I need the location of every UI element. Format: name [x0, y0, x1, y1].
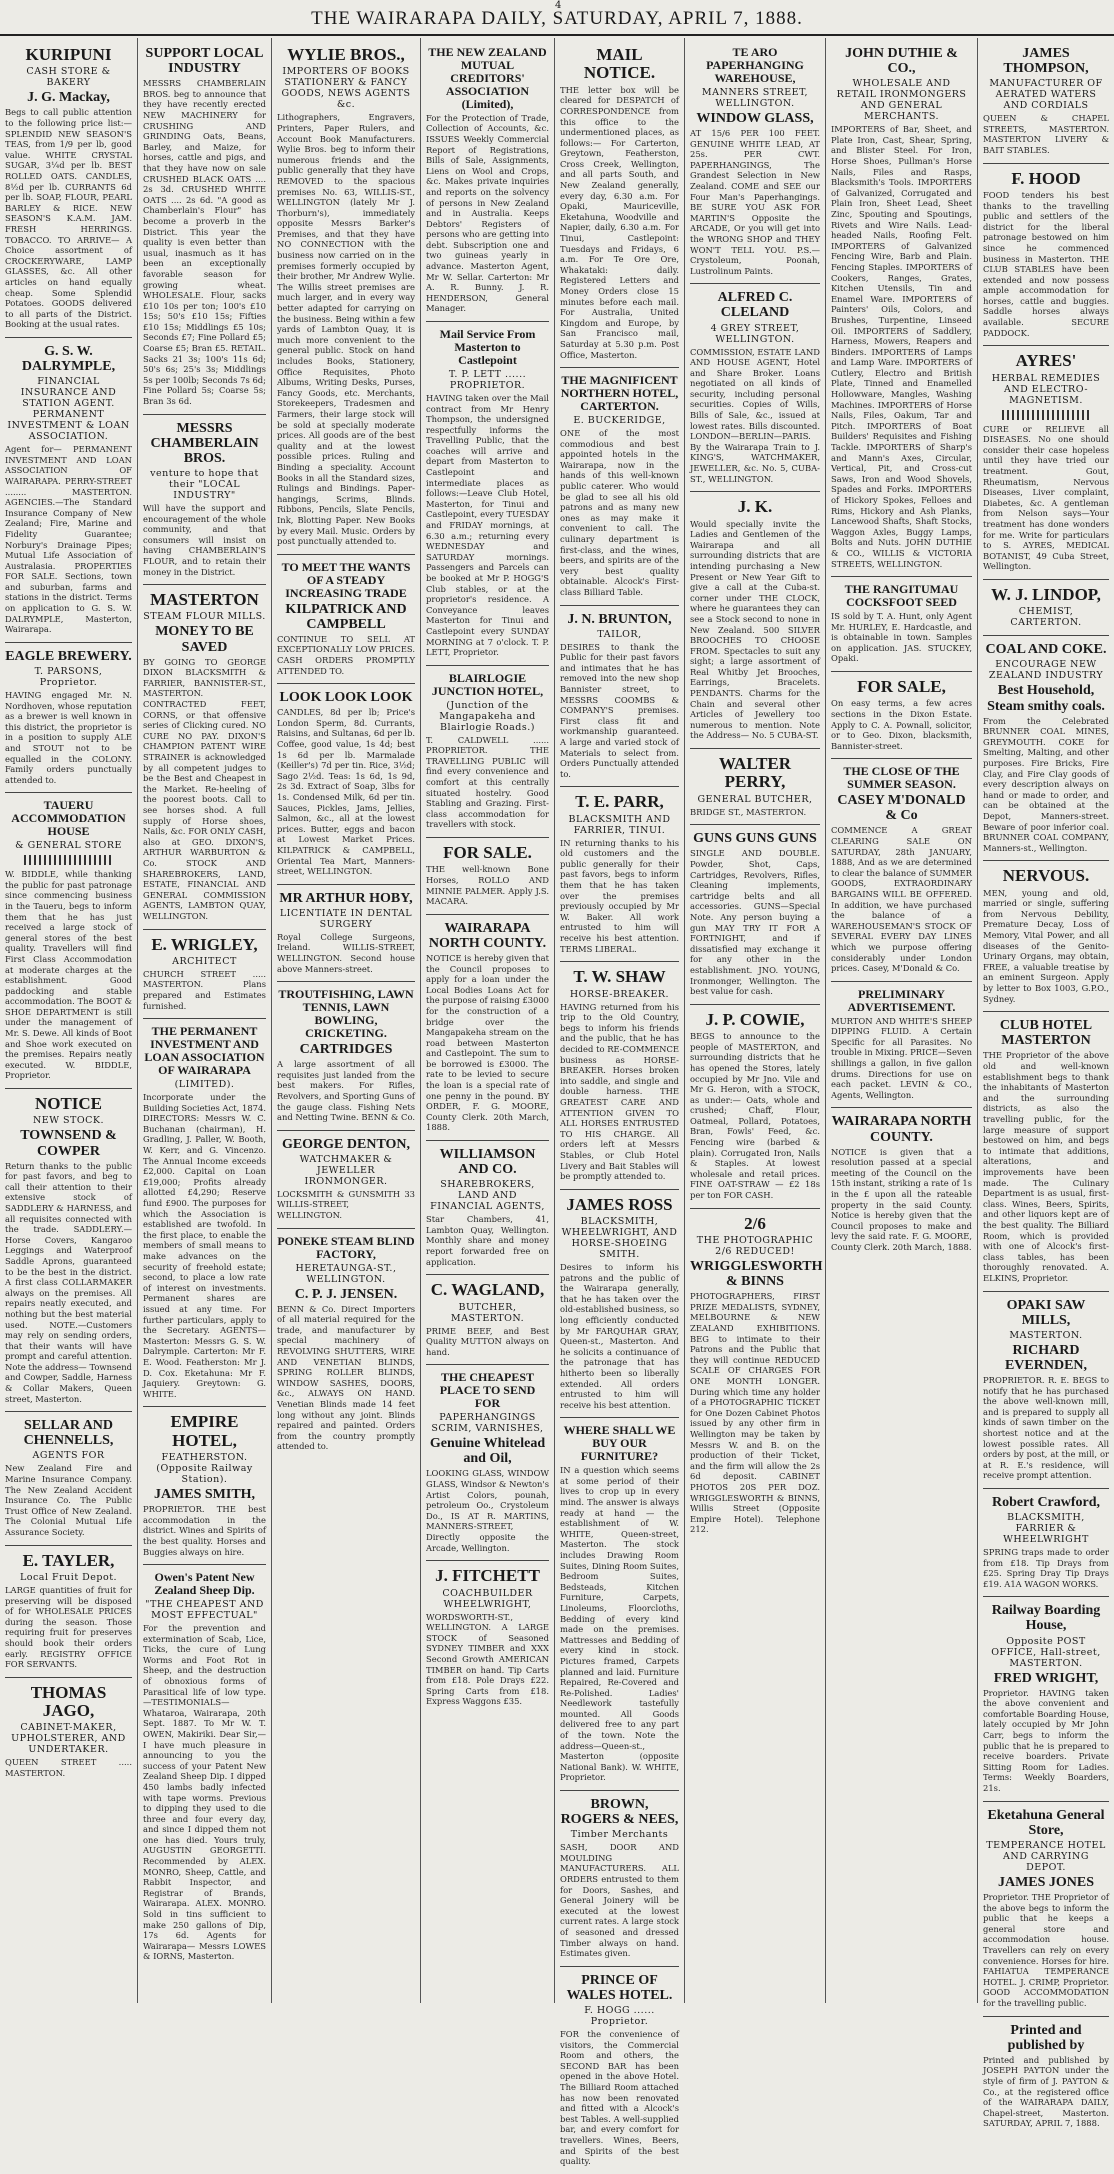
ad-body: Proprietor. THE Proprietor of the above begs to inform the public that he keeps a general store and accommodation house. Travellers can rely on every convenience. Horses for hire. FAHIATUA TEMPERANCE HOTEL. J. CRIMP, Proprietor. GOOD ACCOMMODATION for the travelling public. — [983, 1891, 1109, 2008]
advertisement — [983, 164, 1109, 347]
ad-body: New Zealand Fire and Marine Insurance Company. The New Zealand Accident Insurance Co. The Public Trust Office of New Zealand. The Colonial Mutual Life Assurance Society. — [5, 1463, 132, 1538]
ad-title: Owen's Patent New Zealand Sheep Dip. — [154, 1570, 255, 1598]
ad-body: For the Protection of Trade, Collection of Accounts, &c. ISSUES Weekly Commercial Report of Registrations, Bills of Sale, Assignments, Liens on Wool and Crops, &c. Makes private inquiries and reports on the solvency of persons in New Zealand and in Australia. Keeps Debtors' Registers of persons who are getting into debt. Subscription one and two guineas yearly in advance. Masterton Agent, Mr W. Sellar. Carterton: Mr A. R. Bunny. J. R. HENDERSON, General Manager. — [426, 112, 549, 314]
ad-body: BEGS to announce to the people of MASTERTON, and surrounding districts that he has opened the Stores, lately occupied by Mr Jno. Vile and Mr G. Heron, with a STOCK, as under:— Oats, whole and crushed; Chaff, Flour, Oatmeal, Pollard, Potatoes, Bran, Fowls' Feed, &c. Fencing wire (barbed & plain). Corrugated Iron, Nails & Staples. At lowest wholesale and retail prices. FINE OAT-STRAW — £2 18s per ton FOR CASH. — [690, 1031, 820, 1201]
ad-subtitle: CHEMIST, CARTERTON. — [1010, 606, 1082, 629]
ad-body: THE letter box will be cleared for DESPATCH of CORRESPONDENCE from this office to the undermentioned places, as follows:— For Carterton, Greytown, Featherston, Cross Creek, Wellington, and all parts South, and New Zealand generally, every day, 6.30 a.m. For Opaki, Mauriceville, Eketahuna, Woodville and Napier, daily, 6.30 a.m. For Tinui, Castlepoint: Tuesdays and Fridays, 6 a.m. For Te Ore Ore, Whakataki: daily. Registered Letters and Money Orders close 15 minutes before each mail. For Australia, United Kingdom and Europe, by San Francisco mail, Saturday at 5.30 p.m. Post Office, Masterton. — [560, 84, 679, 360]
ad-body: PRIME BEEF, and Best Quality MUTTON always on hand. — [426, 1325, 549, 1357]
ad-body: Agent for— PERMANENT INVESTMENT AND LOAN ASSOCIATION OF WAIRARAPA. PERRY-STREET ........ MASTERTON. AGENCIES.—The Standard Insurance Company of New Zealand; Fire, Marine and Fidelity Guarantee; Norbury's Drainage Pipes; Mutual Life Association of Australasia. PROPERTIES FOR SALE. Sections, town and suburban, farms and stations in the district. Terms on application to G. S. W. DALRYMPLE, Masterton, Wairarapa. — [5, 444, 132, 635]
advertisement — [5, 1089, 132, 1412]
ad-title: TE ARO PAPERHANGING WAREHOUSE, — [706, 45, 804, 85]
ad-title: THOMAS JAGO, — [30, 1682, 107, 1721]
ad-headline: KILPATRICK AND CAMPBELL — [285, 601, 407, 632]
advertisement — [831, 40, 972, 577]
ad-subtitle: HERETAUNGA-ST., WELLINGTON. — [295, 1262, 397, 1285]
ad-headline: WRIGGLESWORTH & BINNS — [690, 1259, 823, 1290]
advertisement — [983, 580, 1109, 636]
ad-subtitle: Timber Merchants — [570, 1829, 669, 1841]
ad-body: Return thanks to the public for past favors, and beg to call their attention to their extensive stock of SADDLERY & HARNESS, and all requisites connected with the trade. SADDLERY.—Horse Covers, Kangaroo Leggings and Waterproof Saddle Aprons, guaranteed to be the best in the district. A first class COLLARMAKER always on the premises. All repairs neatly executed, and nothing but the best material used. NOTE.—Customers may rely on sending orders, that their wants will have prompt and careful attention. Note the address— Townsend and Cowper, Saddle, Harness & Collar Makers, Queen street, Masterton. — [5, 1160, 132, 1404]
ad-subtitle: F. HOGG ...... Proprietor. — [584, 2005, 655, 2027]
ad-title: JAMES THOMPSON, — [1003, 46, 1089, 77]
ad-body: Star Chambers, 41, Lambton Quay, Wellington. Monthly share and money report forwarded free on application. — [426, 1214, 549, 1267]
ad-title: OPAKI SAW MILLS, — [1006, 1297, 1086, 1328]
ad-title: J. K. — [737, 497, 773, 517]
ad-body: MURTON AND WHITE'S SHEEP DIPPING FLUID. A Certain Specific for all Parasites. No trouble in Mixing. PRICE—Seven shillings a gallon, in five gallon drums. Directions for use on each packet. LEVIN & CO., Agents, Wellington. — [831, 1015, 972, 1100]
advertisement — [426, 1561, 549, 1714]
ad-body: A large assortment of all requisites just landed from the best makers. For Rifles, Revolvers, and Sporting Guns of the gauge class. Fishing Nets and Netting Twine. BENN & Co. — [277, 1059, 415, 1123]
ad-title: SUPPORT LOCAL INDUSTRY — [145, 46, 264, 77]
ad-title: EMPIRE HOTEL, — [170, 1412, 239, 1450]
ad-subtitle: ARCHITECT — [172, 955, 237, 967]
ad-body: THE Proprietor of the above old and well-known establishment begs to thank the inhabitants of Masterton and the surrounding districts, as also the travelling public, for the large measure of support bestowed on him, and begs to intimate that additions, alterations, and improvements have been made. The Culinary Department is as usual, first-class. Wines, Beers, Spirits, and other liquors kept are of the best quality. The Billiard Room, which is provided with one of Alcock's first-class tables, has been thoroughly renovated. A. ELKINS, Proprietor. — [983, 1050, 1109, 1283]
ad-subtitle: BUTCHER, MASTERTON. — [450, 1301, 525, 1324]
advertisement — [277, 40, 415, 555]
ad-body: NOTICE is hereby given that the Council proposes to apply for a loan under the Local Bodies Loans Act for the purpose of raising £3000 for the construction of a bridge over the Mangapakeha stream on the road between Masterton and Castlepoint. The sum to be borrowed is £3000. The rate to be levied to secure the loan is a special rate of one penny in the pound. BY ORDER, F. G. MOORE, County Clerk. 20th March, 1888. — [426, 952, 549, 1133]
ad-body: Will have the support and encouragement of the whole community, and that consumers will insist on having CHAMBERLAIN'S FLOUR, and to retain their money in the District. — [143, 502, 266, 577]
advertisement — [983, 1597, 1109, 1801]
advertisement — [831, 982, 972, 1109]
ad-body: HAVING returned from his trip to the Old Country, begs to inform his friends and the public, that he has decided to RE-COMMENCE business as HORSE-BREAKER. Horses broken into saddle, and single and double harness. THE GREATEST CARE AND ATTENTION GIVEN TO ALL HORSES ENTRUSTED TO HIS CHARGE. All orders left at Messrs Stables, or Club Hotel Livery and Bait Stables will be promptly attended to. — [560, 1001, 679, 1182]
advertisement — [5, 1678, 132, 1786]
ad-body: Would specially invite the Ladies and Gentlemen of the Wairarapa and all surrounding districts that are intending purchasing a New Present or New Year Gift to give a call at the Cuba-st. corner under THE CLOCK, where he guarantees they can see a Stock second to none in New Zealand. 500 SILVER BROOCHES TO CHOOSE FROM. Spectacles to suit any sight; a large assortment of Real Whitby Jet Brooches, Earrings, Bracelets. PENDANTS. Charms for the Chain and several other Articles of Jewellery too numerous to mention. Note the Address— No. 5 CUBA-ST. — [690, 518, 820, 741]
ad-title: T. E. PARR, — [575, 792, 664, 812]
column-7 — [826, 38, 978, 2003]
advertisement — [5, 40, 132, 338]
ad-body: HAVING taken over the Mail contract from Mr Henry Thompson, the undersigned respectfully informs the Travelling Public, that the coaches will arrive and depart from Masterton to Castlepoint and intermediate places as follows:—Leave Club Hotel, Masterton, for Tinui and Castlepoint, every TUESDAY and FRIDAY mornings, at 6.30 a.m.; returning every WEDNESDAY and SATURDAY mornings. Passengers and Parcels can be booked at Mr P. HOGG'S Club stables, or at the proprietor's residence. A Conveyance leaves Masterton for Tinui and Castlepoint every SUNDAY MORNING at 7 o'clock. T. P. LETT, Proprietor. — [426, 392, 549, 658]
ad-title: ALFRED C. CLELAND — [717, 290, 793, 321]
advertisement — [690, 40, 820, 284]
ad-body: COMMENCE A GREAT CLEARING SALE ON SATURDAY, 28th JANUARY, 1888, And as we are determined to clear the balance of SUMMER GOODS, EXTRAORDINARY BARGAINS WILL BE OFFERED. In addition, we have purchased the balance of a WAREHOUSEMAN'S STOCK OF SEVERAL EVERY DAY LINES which we purpose offering considerably under London prices. Casey, M'Donald & Co. — [831, 825, 972, 974]
ad-subtitle: FEATHERSTON. (Opposite Railway Station). — [156, 1452, 253, 1486]
advertisement — [690, 284, 820, 492]
advertisement — [143, 1565, 266, 1969]
advertisement — [277, 982, 415, 1130]
advertisement — [143, 930, 266, 1020]
ad-title: E. WRIGLEY, — [151, 934, 258, 954]
column-1 — [0, 38, 138, 2003]
ad-title: MAIL NOTICE. — [583, 45, 656, 83]
ad-body: AT 15/6 PER 100 FEET. GENUINE WHITE LEAD, AT 25s. PER CWT. PAPERHANGINGS, The Grandest Selection in New Zealand. COME and SEE our Four Man's Paperhangings. BE SURE YOU ASK FOR MARTIN'S Opposite the ARCADE, Or you will get into the WRONG SHOP and THEY WON'T TELL YOU. P.S.—Crystoleum, Poonah, Lustrolinum Paints. — [690, 127, 820, 276]
advertisement — [560, 368, 679, 605]
advertisement — [560, 1418, 679, 1791]
ad-title: Robert Crawford, — [991, 1494, 1101, 1510]
ad-title: THE CHEAPEST PLACE TO SEND FOR — [439, 1370, 536, 1411]
ad-body: Lithographers, Engravers, Printers, Paper Rulers, and Account Book Manufacturers. Wylie Bros. beg to inform their numerous friends and the public generally that they have REMOVED to the spacious premises No. 63, WILLIS-ST., WELLINGTON (lately Mr J. Thorburn's), immediately opposite Messrs Barker's Premises, and that they have NO CONNECTION with the business now carried on in the premises formerly occupied by their brother, Mr Andrew Wylie. The Willis street premises are much larger, and in every way better adapted for carrying on the business. Being within a few yards of Lambton Quay, it is much more convenient to the general public. Stock on hand includes Books, Stationery, Office Requisites, Photo Albums, Writing Desks, Purses, Fancy Goods, etc. Merchants, Storekeepers, Tradesmen and Farmers, their large stock will be sold at specially moderate prices. All goods are of the best quality and at the lowest possible prices. Ruling and Binding a speciality. Account Books in all the Standard sizes, Rulings and Bindings. Paper-hangings, Scrims, Blinds. Ribbons, Pencils, Slate Pencils, Ink, Blotting Paper. New Books by every Mail. Music. Orders by post punctually attended to. — [277, 112, 415, 547]
ad-headline: Genuine Whitelead and Oil, — [429, 1436, 546, 1467]
ad-subtitle: WHOLESALE AND RETAIL IRONMONGERS AND GENERAL MERCHANTS. — [836, 78, 967, 123]
ad-body: ONE of the most commodious and best appointed hotels in the Wairarapa, now in the hands of this well-known public caterer. Who would be glad to see all his old patrons and as many new ones as may make it convenient to call. The culinary department is first-class, and the wines, beers, and spirits are of the very best quality obtainable. Alcock's First-class Billiard Table. — [560, 428, 679, 597]
ad-subtitle: HERBAL REMEDIES AND ELECTRO-MAGNETISM. — [991, 372, 1101, 406]
column-2 — [138, 38, 272, 2003]
column-8 — [978, 38, 1114, 2129]
ad-body: BRIDGE ST., MASTERTON. — [690, 806, 807, 817]
ad-subtitle: GENERAL BUTCHER, — [697, 793, 813, 805]
advertisement — [983, 636, 1109, 861]
ad-subtitle: TEMPERANCE HOTEL AND CARRYING DEPOT. — [986, 1839, 1106, 1873]
advertisement — [277, 885, 415, 982]
ad-title: WHERE SHALL WE BUY OUR FURNITURE? — [563, 1423, 676, 1464]
advertisement — [983, 1292, 1109, 1489]
advertisement — [143, 415, 266, 585]
ad-subtitle: T. P. LETT ...... PROPRIETOR. — [448, 368, 527, 391]
ad-subtitle: venture to hope that their "LOCAL INDUSTRY" — [150, 467, 259, 501]
ad-subtitle: THE PHOTOGRAPHIC 2/6 REDUCED! — [696, 1235, 814, 1257]
ad-subtitle: Opposite POST OFFICE, Hall-street, MASTERTON. — [991, 1635, 1101, 1669]
ad-subtitle: TAILOR, — [597, 628, 642, 640]
ad-title: FOR SALE, — [857, 677, 946, 697]
ad-body: On easy terms, a few acres sections in the Dixon Estate. Apply to C. A. Pownall, solicitor, or to Geo. Dixon, blacksmith, Bannister-street. — [831, 698, 972, 751]
ad-headline: J. G. Mackay, — [27, 90, 110, 106]
ad-body: FOR the convenience of visitors, the Commercial Room and others, the SECOND BAR has been opened in the above Hotel. The Billiard Room attached has now been renovated and fitted with a Alcock's best Tables. A well-supplied bar, and every comfort for travellers. Wines, Beers, and Spirits of the best quality. — [560, 2029, 679, 2167]
ad-body: THE well-known Bone Horses, ROLLO AND MINNIE PALMER. Apply J.S. MACARA. — [426, 864, 549, 907]
ad-title: GUNS GUNS GUNS — [693, 831, 817, 847]
ad-title: BROWN, ROGERS & NEES, — [560, 1797, 679, 1828]
advertisement — [5, 793, 132, 1089]
ad-title: JOHN DUTHIE & CO., — [845, 46, 958, 77]
ad-title: J. P. COWIE, — [705, 1009, 805, 1029]
advertisement — [5, 1546, 132, 1678]
ad-headline: WINDOW GLASS, — [696, 110, 814, 126]
ad-subtitle: COACHBUILDER WHEELWRIGHT, — [442, 1587, 533, 1610]
ad-subtitle: T. PARSONS, Proprietor. — [34, 665, 103, 688]
newspaper-title: THE WAIRARAPA DAILY, SATURDAY, APRIL 7, 1888. — [311, 8, 803, 29]
ad-subtitle: BLACKSMITH AND FARRIER, TINUI. — [568, 813, 671, 836]
advertisement — [560, 1791, 679, 1967]
ad-body: FOOD tenders his best thanks to the travelling public and settlers of the district for the liberal patronage bestowed on him since he commenced business in Masterton. THE CLUB STABLES have been extended and now possess ample accommodation for horses, cattle and buggies. Saddle horses always available. SECURE PADDOCK. — [983, 189, 1109, 338]
ad-title: JAMES ROSS — [566, 1194, 673, 1214]
ad-title: KURIPUNI — [25, 45, 112, 64]
ad-body: DESIRES to thank the Public for their past favors and intimates that he has removed into the new shop Bannister street, to MESSRS COOMBS & COMPANY'S premises. First class fit and workmanship guaranteed. A large and varied stock of Materials to select from. Orders Punctually attended to. — [560, 641, 679, 779]
advertisement — [426, 1365, 549, 1561]
ad-body: QUEEN & CHAPEL STREETS, MASTERTON. MASTERTON LIVERY & BAIT STABLES. — [983, 113, 1109, 155]
ad-title: THE RANGITUMAU COCKSFOOT SEED — [844, 582, 959, 610]
ad-headline: FRED WRIGHT, — [993, 1670, 1099, 1686]
ad-headline: CARTRIDGES — [299, 1042, 393, 1058]
ad-body: For the prevention and extermination of Scab, Lice, Ticks, the cure of Lung Worms and Foot Rot in Sheep, and the destruction of obnoxious forms of Parasitical life of low type. —TESTIMONIALS— Whataroa, Wairarapa, 20th Sept. 1887. To Mr W. T. OWEN, Makiriki. Dear Sir,—I have much pleasure in announcing to you the success of your Patent New Zealand Sheep Dip. I dipped 450 lambs badly infected with tape worms. Previous to dipping they used to die three and four every day, and since I dipped them not one has died. Yours truly, AUGUSTIN GEORGETTI. Recommended by ALEX. MONRO, Sheep, Cattle, and Rabbit Inspector, and Registrar of Brands, Wairarapa. ALEX. MONRO. Sold in tins sufficient to make 250 gallons of Dip, 17s 6d. Agents for Wairarapa— Messrs LOWES & IORNS, Masterton. — [143, 1623, 266, 1962]
ad-title: WILLIAMSON AND CO. — [439, 1147, 536, 1178]
ad-title: FOR SALE. — [443, 843, 532, 862]
ad-body: IN a question which seems at some period of their lives to crop up in every mind. The answer is always ready at hand — the establishment of W. WHITE, Queen-street, Masterton. The stock includes Drawing Room Suites, Dining Room Suites, Bedroom Suites, Bedsteads, Kitchen Furniture, Carpets, Linoleums, Floorcloths, Bedding of every kind made on the premises. Mattresses and Bedding of every kind in stock. Pictures framed, Carpets planned and laid. Furniture Repaired, Re-Covered and Re-Polished. Ladies' Needlework tastefully mounted. All Goods delivered free to any part of the town. Note the address—Queen-st., Masterton (opposite National Bank). W. WHITE, Proprietor. — [560, 1465, 679, 1783]
ad-body: Printed and published by JOSEPH PAYTON under the style of firm of J. PAYTON & Co., at the registered office of the WAIRARAPA DAILY, Chapel-street, Masterton. SATURDAY, APRIL 7, 1888. — [983, 2054, 1109, 2129]
ad-body: Begs to call public attention to the following price list:— SPLENDID NEW SEASON'S TEAS, from 1/9 per lb, good value. WHITE CRYSTAL SUGAR, 3¼d per lb. BEST ROLLED OATS. CANDLES, 8½d per lb. CURRANTS 6d per lb. SOAP, FLOUR, PEARL BARLEY & RICE. NEW SEASON'S K.A.M. JAM. FRESH HERRINGS. TOBACCO. TO ARRIVE— A Choice assortment of CROCKERYWARE, LAMP GLASSES, &c. All other articles on hand equally cheap. Some Splendid Potatoes. GOODS delivered to all parts of the District. Booking at the usual rates. — [5, 107, 132, 330]
ad-title: MASTERTON — [150, 590, 259, 610]
ad-title: TAUERU ACCOMMODATION HOUSE — [11, 798, 126, 839]
advertisement — [560, 962, 679, 1189]
ad-subtitle: SHAREBROKERS, LAND AND FINANCIAL AGENTS, — [430, 1179, 545, 1213]
ad-title: EAGLE BREWERY. — [5, 648, 132, 664]
ad-title: WAIRARAPA NORTH COUNTY. — [831, 1114, 972, 1145]
ad-body: IMPORTERS of Bar, Sheet, and Plate Iron, Cast, Shear, Spring, and Blister Steel. For Iron, Horse Shoes, Pullman's Horse Nails, Files and Rasps, Blacksmith's Tools. IMPORTERS of Galvanized, Corrugated and Plain Iron, Sheet Lead, Sheet Zinc, Spouting and Spoutings, Rivets and Wire Nails. Lead-headed Nails, Roofing Felt. IMPORTERS of Galvanized Fencing Wire, Barb and Plain. Fencing Staples. IMPORTERS of Cookers, Ranges, Grates, Kitchen Utensils, Tin and Enamel Ware. IMPORTERS of Painters' Oils, Colors, and Brushes, Turpentine, Linseed Oil. IMPORTERS of Saddlery, Harness, Mowers, Reapers and Binders. IMPORTERS of Lamps and Lamp Ware. IMPORTERS of Cutlery, Electro and British Plate, Tinned and Enamelled Hollowware, Mangles, Washing Machines. IMPORTERS of Horse Nails, Files, Oakum, Tar and Pitch. IMPORTERS of Boat Builders' Requisites and Fishing Tackle. IMPORTERS of Sharp's and Mann's Axes, Circular, Vertical, Pit, and Cross-cut Saws, Iron and Wood Shovels, Spades and Forks. IMPORTERS of Hickory Spokes, Felloes and Rims, Hickory and Ash Planks, Lancewood Shafts, Shaft Stocks, Waggon Axles, Buggy Lamps, Bolts and Nuts. JOHN DUTHIE & CO., WILLIS & VICTORIA STREETS, WELLINGTON. — [831, 124, 972, 569]
ad-body: PHOTOGRAPHERS, FIRST PRIZE MEDALISTS, SYDNEY, MELBOURNE & NEW ZEALAND EXHIBITIONS. BEG to intimate to their Patrons and the Public that they will continue REDUCED SCALE OF CHARGES FOR ONE MONTH LONGER. During which time any holder of a PHOTOGRAPHIC TICKET for One Dozen Cabinet Photos issued by any other firm in Wellington may be taken by Messrs W. and B. on the production of their Ticket, and the firm will allow the 2s 6d deposit. CABINET PHOTOS 20S PER DOZ. WRIGGLESWORTH & BINNS, Willis Street (Opposite Empire Hotel). Telephone 212. — [690, 1291, 820, 1535]
ad-subtitle: IMPORTERS OF BOOKS STATIONERY & FANCY GOODS, NEWS AGENTS &c. — [281, 66, 411, 111]
advertisement — [426, 838, 549, 915]
advertisement — [277, 684, 415, 885]
ad-title: T. W. SHAW — [573, 967, 666, 987]
ad-subtitle: HORSE-BREAKER. — [569, 988, 670, 1000]
advertisement — [560, 40, 679, 368]
advertisement — [831, 672, 972, 759]
advertisement — [426, 40, 549, 322]
advertisement — [983, 861, 1109, 1012]
ad-title: AYRES' — [1015, 351, 1077, 371]
ad-body: CONTINUE TO SELL AT EXCEPTIONALLY LOW PRICES. CASH ORDERS PROMPTLY ATTENDED TO. — [277, 633, 415, 676]
masthead — [0, 0, 1114, 36]
ad-title: NERVOUS. — [1002, 866, 1090, 886]
ad-title: G. S. W. DALRYMPLE, — [21, 343, 116, 375]
advertisement — [690, 1005, 820, 1209]
advertisement — [831, 759, 972, 981]
advertisement — [690, 492, 820, 749]
ad-title: CLUB HOTEL MASTERTON — [999, 1018, 1093, 1049]
ad-headline: TOWNSEND & COWPER — [20, 1128, 117, 1159]
advertisement — [143, 1019, 266, 1407]
ad-title: PONEKE STEAM BLIND FACTORY, — [277, 1233, 415, 1261]
ad-title: Railway Boarding House, — [991, 1603, 1101, 1634]
ad-body: CURE or RELIEVE all DISEASES. No one should consider their case hopeless until they have tried our treatment. Gout, Rheumatism, Nervous Diseases, Liver complaint, Diabetes, &c. A gentleman from Nelson says—Your treatment has done wonders for me. Write for particulars to S. AYRES, MEDICAL BOTANIST, 49 Cuba Street, Wellington. — [983, 423, 1109, 572]
column-5 — [555, 38, 685, 2167]
ad-title: THE PERMANENT INVESTMENT AND LOAN ASSOCIATION OF WAIRARAPA — [144, 1024, 265, 1078]
advertisement — [560, 787, 679, 962]
ad-body: MEN, young and old, married or single, suffering from Nervous Debility, Premature Decay, Loss of Memory, Vital Power, and all diseases of the Genito-Urinary Organs, may obtain, FREE, a valuable treatise by an eminent Surgeon. Apply by letter to Box 1003, G.P.O., Sydney. — [983, 887, 1109, 1004]
advertisement — [426, 915, 549, 1141]
ad-body: From the Celebrated BRUNNER COAL MINES, GREYMOUTH. COKE for Smelting, Malting, and other purposes. Fire Bricks, Fire Clay, and Fire Clay goods of every description always on hand or made to order, and can be obtained at the Depot, Manners-street. Beware of poor inferior coal. BRUNNER COAL COMPANY, Manners-st., Wellington. — [983, 715, 1109, 853]
ad-subtitle: E. BUCKERIDGE, — [573, 415, 666, 427]
ornament-rule-icon — [24, 855, 113, 865]
column-6 — [685, 38, 826, 2003]
ad-title: NOTICE — [34, 1094, 103, 1114]
advertisement — [277, 555, 415, 684]
ad-title: THE MAGNIFICENT NORTHERN HOTEL, CARTERTON. — [560, 373, 679, 414]
ad-title: J. N. BRUNTON, — [567, 611, 672, 627]
ad-title: THE CLOSE OF THE SUMMER SEASON. — [843, 764, 960, 792]
ad-body: W. BIDDLE, while thanking the public for past patronage since commencing business in the Taueru, begs to inform them that he has just received a large stock of general stores of the best quality. Travellers will find First Class Accommodation at moderate charges at the establishment. Good paddocking and stable accommodation. The BOOT & SHOE DEPARTMENT is still under the management of Mr. S. Dewe. All kinds of Boot and Shoe work executed on the premises. Repairs neatly executed. W. BIDDLE, Proprietor. — [5, 869, 132, 1081]
ad-title: LOOK LOOK LOOK — [279, 690, 413, 706]
ad-body: Proprietor. HAVING taken the above convenient and comfortable Boarding House, lately occupied by Mr John Carr, begs to inform the public that he is prepared to receive boarders. Private Sitting Room for Ladies. Terms: Weekly Boarders, 21s. — [983, 1687, 1109, 1794]
ad-title: E. TAYLER, — [22, 1550, 115, 1570]
ad-headline: JAMES JONES — [997, 1874, 1095, 1890]
ad-body: NOTICE is given that a resolution passed at a special meeting of the Council on the 15th instant, striking a rate of 1s in the £ upon all the rateable property in the said County. Notice is hereby given that the Council proposes to make and levy the said rate. F. G. MOORE, County Clerk. 20th March, 1888. — [831, 1146, 972, 1253]
advertisement — [690, 749, 820, 825]
advertisement — [690, 1209, 823, 1542]
ad-title: Mail Service From Masterton to Castlepoint — [439, 327, 536, 367]
ad-body: CANDLES, 8d per lb; Price's London Sperm, 8d. Currants, Raisins, and Sultanas, 6d per lb. Coffee, good value, 1s 4d; best 1s 6d per lb. Marmalade (Keiller's) 7d per tin. Rice, 3½d; Sago 2½d. Teas: 1s 6d, 1s 9d, 2s 3d. Extract of Soap, 3lbs for 1s. Condensed Milk, 6d per tin. Sauces, Pickles, Jams, Jellies, Salmon, &c., all at the lowest prices. Butter, eggs and bacon at Lowest Market Prices. KILPATRICK & CAMPBELL, Oriental Tea Mart, Manners-street, WELLINGTON. — [277, 707, 415, 877]
ad-subtitle: FINANCIAL INSURANCE AND STATION AGENT. PERMANENT INVESTMENT & LOAN ASSOCIATION. — [7, 376, 130, 443]
ad-title: MR ARTHUR HOBY, — [279, 890, 413, 906]
advertisement — [983, 1802, 1109, 2017]
ad-title: MESSRS CHAMBERLAIN BROS. — [150, 420, 259, 466]
page-number: 4 — [555, 0, 562, 11]
advertisement — [983, 40, 1109, 164]
ad-headline: CASEY M'DONALD & Co — [837, 793, 966, 824]
ad-body: SASH, DOOR AND MOULDING MANUFACTURERS. ALL ORDERS entrusted to them for Doors, Sashes, and General Joinery will be executed at the lowest current rates. A large stock of seasoned and dressed Timber always on hand. Estimates given. — [560, 1842, 679, 1959]
advertisement — [426, 666, 549, 838]
ad-body: IS sold by T. A. Hunt, only Agent Mr. HURLEY, E. Hardcastle, and is obtainable in town. Samples on application. JAS. STUCKEY, Opaki. — [831, 611, 972, 664]
advertisement — [560, 606, 679, 788]
ad-body: Royal College Surgeons, Ireland. WILLIS-STREET, WELLINGTON. Second house above Manners-street. — [277, 931, 415, 974]
ad-subtitle: (Junction of the Mangapakeha and Blairlogie Roads.) — [439, 699, 536, 733]
ad-title: BLAIRLOGIE JUNCTION HOTEL, — [431, 670, 544, 698]
ad-subtitle: "THE CHEAPEST AND MOST EFFECTUAL" — [145, 1599, 264, 1621]
ad-body: IN returning thanks to his old customers and the public generally for their past favors, begs to inform them that he has taken over the premises previously occupied by Mr W. Baker. All work entrusted to him will receive his best attention. TERMS LIBERAL. — [560, 837, 679, 954]
ad-title: C. WAGLAND, — [430, 1280, 545, 1300]
ad-subtitle: 4 GREY STREET, WELLINGTON. — [710, 322, 800, 345]
ad-subtitle: & GENERAL STORE — [15, 840, 122, 852]
advertisement — [983, 1012, 1109, 1291]
ad-body: MESSRS CHAMBERLAIN BROS. beg to announce that they have recently erected NEW MACHINERY for CRUSHING AND GRINDING Oats, Beans, Barley, and Maize, for horses, cattle and pigs, and that they have now on sale CRUSHED BLACK OATS .... 2s 3d. CRUSHED WHITE OATS .... 2s 6d. "A good as Chamberlain's Flour" has become a proverb in the District. This year the quality is even better than usual, inasmuch as it has been an exceptionally favorable season for growing wheat. WHOLESALE. Flour, sacks £10 10s per ton; 100's £10 15s; 50's £10 15s; Fifties £10 15s; Middlings £5 10s; Seconds £7; Fine Pollard £5; Coarse £5; Bran £5. RETAIL. Sacks 21 3s; 100's 11s 6d; 50's 6s; 25's 3s; Middlings 5s per 100lb; Seconds 7s 6d; Fine Pollard 5s; Coarse 5s; Bran 3s 6d. — [143, 78, 266, 407]
ad-subtitle: Local Fruit Depot. — [19, 1572, 118, 1583]
ad-body: BENN & Co. Direct Importers of all material required for the trade, and manufacturer by special machinery of REVOLVING SHUTTERS, WIRE AND VENETIAN BLINDS, SPRING ROLLER BLINDS, WINDOW SASHES, DOORS, &c., ALWAYS ON HAND. Venetian Blinds made 14 feet long without any joint. Blinds repaired and painted. Orders from the country promptly attended to. — [277, 1303, 415, 1452]
advertisement — [143, 1407, 266, 1565]
ad-subtitle: CABINET-MAKER, UPHOLSTERER, AND UNDERTAKER. — [11, 1722, 126, 1756]
ad-title: PRINCE OF WALES HOTEL. — [566, 1972, 673, 2003]
ad-headline: JAMES SMITH, — [153, 1487, 256, 1503]
advertisement — [426, 1141, 549, 1275]
ad-subtitle: CASH STORE & BAKERY — [26, 66, 111, 89]
ad-subtitle: BLACKSMITH, FARRIER & WHEELWRIGHT — [1003, 1512, 1089, 1545]
ad-body: Incorporate under the Building Societies Act, 1874. DIRECTORS: Messrs W. C. Buchanan (chairman), H. Gradling, J. Paller, W. Booth, W. Kerr, and G. Vincenzo. The Annual Income exceeds £2,000. Capital on Loan £19,000; Profits already allotted £4,290; Reserve fund £900. The purposes for which the Association is established are twofold. In the first place, to enable the members of small means to make advances on the security of freehold estate; second, to place a low rate of interest on investments. Permanent shares are issued at any time. For further particulars, apply to the Secretary. AGENTS— Masterton: Messrs G. S. W. Dalrymple. Carterton: Mr F. E. Wood. Featherston: Mr J. D. Cox. Eketahuna: Mr F. Jaquiery. Greytown: G. WHITE. — [143, 1092, 266, 1399]
column-4 — [421, 38, 555, 2003]
advertisement — [277, 1131, 415, 1229]
ad-title: WALTER PERRY, — [718, 754, 792, 792]
ad-body: PROPRIETOR. THE best accommodation in the district. Wines and Spirits of the best quality. Horses and Buggies always on hire. — [143, 1504, 266, 1557]
ad-body: WORDSWORTH-ST., WELLINGTON. A LARGE STOCK of Seasoned SYDNEY TIMBER and XXX Second Growth AMERICAN TIMBER on hand. Tip Carts from £18. Pole Drays £22. Spring Carts from £18. Express Waggons £35. — [426, 1611, 549, 1707]
ad-body: HAVING engaged Mr. N. Nordhoven, whose reputation as a brewer is well known in this district, the proprietor is in a position to supply ALE and STOUT not to be equalled in the COLONY. Family orders punctually attended to. — [5, 689, 132, 785]
ad-headline: Best Household, Steam smithy coals. — [987, 683, 1105, 714]
ad-title: 2/6 — [744, 1213, 766, 1233]
ad-title: WAIRARAPA NORTH COUNTY. — [428, 920, 547, 951]
advertisement — [983, 346, 1109, 580]
advertisement — [690, 825, 820, 1004]
ad-body: SINGLE AND DOUBLE. Powder, Shot, Caps, Cartridges, Revolvers, Rifles, Cleaning implements, cartridge belts and all accessories. GUNS—Special Note. Any person buying a gun MAY TRY IT FOR A FORTNIGHT, and if dissatisfied may exchange it for any other in the establishment. JNO. YOUNG, Ironmonger, Wellington. The best value for cash. — [690, 848, 820, 997]
advertisement — [560, 1967, 679, 2174]
ad-subtitle: MANUFACTURER OF AERATED WATERS AND CORDIALS — [989, 78, 1103, 112]
advertisement — [5, 1412, 132, 1545]
advertisement — [831, 1108, 972, 1259]
ad-title: Printed and published by — [1007, 2022, 1085, 2053]
advertisement — [983, 2017, 1109, 2136]
ad-body: SPRING traps made to order from £18. Tip Drays from £25. Spring Dray Tip Drays £19. A1A WAGON WORKS. — [983, 1547, 1109, 1589]
ad-title: F. HOOD — [1011, 168, 1081, 188]
ad-body: CHURCH STREET ..... MASTERTON. Plans prepared and Estimates furnished. — [143, 968, 266, 1011]
ad-subtitle: MASTERTON. — [1009, 1329, 1083, 1341]
ad-body: BY GOING TO GEORGE DIXON BLACKSMITH & FARRIER, BANNISTER-ST., MASTERTON. CONTRACTED FEET, CORNS, or that offensive series of Clicking cured. NO CURE NO PAY. DIXON'S CHAMPION PATENT WIRE STRAINER is acknowledged by all competent judges to be the Best and Cheapest in the Market. Re-heeling of the poorest boots. Call to see horses shod. A full supply of Horse shoes, Nails, &c. FOR ONLY CASH, also at GEO. DIXON'S, ARTHUR WARBURTON & Co. STOCK AND SHAREBROKERS, LAND, ESTATE, FINANCIAL AND GENERAL COMMISSION AGENTS, LAMBTON QUAY, WELLINGTON. — [143, 656, 266, 921]
ad-title: SELLAR AND CHENNELLS, — [23, 1418, 114, 1449]
ad-subtitle: STEAM FLOUR MILLS. — [143, 611, 266, 623]
ad-subtitle: NEW STOCK. — [32, 1115, 105, 1127]
advertisement — [560, 1190, 679, 1419]
advertisement — [143, 40, 266, 415]
ad-subtitle: AGENTS FOR — [32, 1450, 105, 1462]
advertisement — [5, 643, 132, 793]
advertisement — [831, 577, 972, 672]
ad-title: W. J. LINDOP, — [991, 584, 1101, 604]
ad-subtitle: MANNERS STREET, WELLINGTON. — [701, 86, 809, 109]
ad-title: Eketahuna General Store, — [987, 1807, 1105, 1838]
ad-body: LARGE quantities of fruit for preserving will be disposed of for WHOLESALE PRICES during the season. Those requiring fruit for preserves should book their orders early. REGISTRY OFFICE FOR SERVANTS. — [5, 1585, 132, 1670]
ornament-rule-icon — [1002, 410, 1090, 420]
ad-subtitle: LICENTIATE IN DENTAL SURGERY — [279, 907, 413, 930]
advertisement — [143, 585, 266, 929]
ad-body: LOOKING GLASS, WINDOW GLASS, Windsor & Newton's Artist Colors, pounah, petroleum Oo., Crystoleum Do., IS AT R. MARTINS, MANNERS-STREET, Directly opposite the Arcade, Wellington. — [426, 1468, 549, 1553]
ad-headline: RICHARD EVERNDEN, — [1004, 1342, 1088, 1373]
ad-body: LOCKSMITH & GUNSMITH 33 WILLIS-STREET, WELLINGTON. — [277, 1188, 415, 1221]
ad-title: GEORGE DENTON, — [281, 1136, 411, 1152]
ad-subtitle: ENCOURAGE NEW ZEALAND INDUSTRY — [988, 659, 1104, 682]
column-3 — [272, 38, 421, 2003]
ad-headline: C. P. J. JENSEN. — [294, 1286, 398, 1302]
ad-title: PRELIMINARY ADVERTISEMENT. — [847, 986, 956, 1014]
column-area — [0, 38, 1114, 2167]
advertisement — [277, 1229, 415, 1459]
ad-subtitle: WATCHMAKER & JEWELLER IRONMONGER. — [299, 1153, 393, 1187]
advertisement — [5, 338, 132, 643]
ad-title: TROUTFISHING, LAWN TENNIS, LAWN BOWLING, CRICKETING. — [278, 987, 414, 1041]
advertisement — [983, 1489, 1109, 1597]
ad-title: TO MEET THE WANTS OF A STEADY INCREASING TRADE — [281, 559, 411, 600]
ad-subtitle: BLACKSMITH, WHEELWRIGHT, AND HORSE-SHOEING SMITH. — [561, 1216, 678, 1261]
ad-body: T. CALDWELL ...... PROPRIETOR. THE TRAVELLING PUBLIC will find every convenience and comfort at this centrally situated hostelry. Good Stabling and Grazing. First-class accommodation for travellers with stock. — [426, 734, 549, 830]
ad-title: WYLIE BROS., — [287, 45, 405, 64]
ad-headline: MONEY TO BE SAVED — [155, 624, 254, 655]
advertisement — [426, 1275, 549, 1365]
ad-body: PROPRIETOR. R. E. BEGS to notify that he has purchased the above well-known mill, and is prepared to supply all kinds of sawn timber on the shortest notice and at the lowest possible rates. All orders by post, at the mill, or at R. E.'s residence, will receive prompt attention. — [983, 1374, 1109, 1481]
ad-subtitle: PAPERHANGINGS SCRIM, VARNISHES, — [431, 1412, 544, 1435]
ad-body: Desires to inform his patrons and the public of the Wairarapa generally, that he has taken over the old-established business, so long efficiently conducted by Mr FARQUHAR GRAY, Queen-st., Masterton. And he solicits a continuance of the patronage that has hitherto been so liberally extended. All orders entrusted to him will receive his best attention. — [560, 1262, 679, 1410]
ad-body: COMMISSION, ESTATE LAND AND HOUSE AGENT, Hotel and Share Broker. Loans negotiated on all kinds of security, including personal securities. Copies of Wills, Bills of Sale, &c., issued at lowest rates. Bills discounted. LONDON—BERLIN—PARIS. By the Wairarapa Train to J. KING'S, WATCHMAKER, JEWELLER, &c. No. 5, CUBA-ST., WELLINGTON. — [690, 346, 820, 484]
ad-title: COAL AND COKE. — [985, 642, 1107, 658]
ad-title: J. FITCHETT — [435, 1566, 540, 1586]
ad-body: QUEEN STREET ..... MASTERTON. — [5, 1757, 132, 1779]
ad-title: THE NEW ZEALAND MUTUAL CREDITORS' ASSOCIATION (Limited), — [428, 45, 547, 111]
ad-subtitle: (LIMITED). — [174, 1079, 235, 1091]
advertisement — [426, 322, 549, 666]
